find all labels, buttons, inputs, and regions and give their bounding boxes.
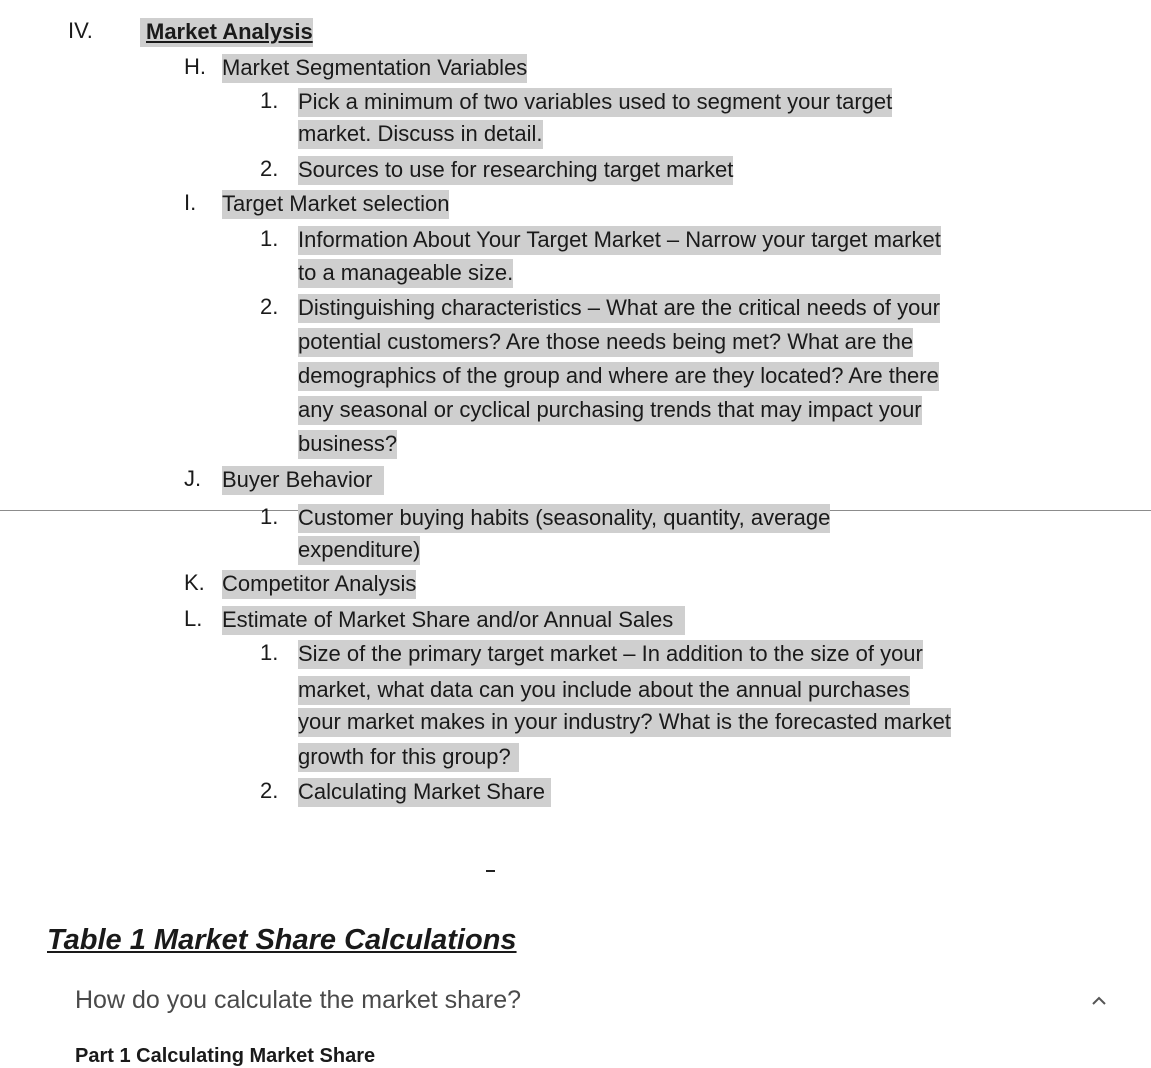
- section-letter: J.: [184, 466, 202, 491]
- section-title: Target Market selection: [222, 190, 449, 219]
- section-letter: K.: [184, 570, 205, 595]
- item-text-line: market, what data can you include about the annual purchases: [298, 676, 910, 705]
- item-text-line: Customer buying habits (seasonality, quantity, average: [298, 504, 830, 533]
- item-text-line: Size of the primary target market – In addition to the size of your: [298, 640, 923, 669]
- section-heading: Market Analysis: [140, 18, 313, 47]
- chevron-up-icon[interactable]: [1088, 990, 1110, 1012]
- table-title: Table 1 Market Share Calculations: [47, 924, 517, 956]
- stray-dash-mark: [486, 870, 495, 872]
- item-text-line: Pick a minimum of two variables used to segment your target: [298, 88, 892, 117]
- section-letter: I.: [184, 190, 197, 215]
- item-text-line: any seasonal or cyclical purchasing trends that may impact your: [298, 396, 922, 425]
- item-number: 1.: [260, 504, 279, 529]
- roman-numeral: IV.: [68, 18, 93, 43]
- item-text-line: Information About Your Target Market – Narrow your target market: [298, 226, 941, 255]
- item-text-line: growth for this group?: [298, 743, 519, 772]
- item-text-line: demographics of the group and where are they located? Are there: [298, 362, 939, 391]
- item-text-line: market. Discuss in detail.: [298, 120, 543, 149]
- item-text-line: your market makes in your industry? What is the forecasted market: [298, 708, 951, 737]
- part-title: Part 1 Calculating Market Share: [75, 1045, 376, 1067]
- section-title: Estimate of Market Share and/or Annual Sales: [222, 606, 685, 635]
- section-title: Market Segmentation Variables: [222, 54, 527, 83]
- item-text-line: potential customers? Are those needs being met? What are the: [298, 328, 913, 357]
- item-number: 1.: [260, 226, 279, 251]
- section-title: Competitor Analysis: [222, 570, 416, 599]
- item-text-line: Sources to use for researching target market: [298, 156, 733, 185]
- section-title: Buyer Behavior: [222, 466, 384, 495]
- section-letter: L.: [184, 606, 203, 631]
- faq-accordion-header[interactable]: [0, 980, 1151, 1024]
- item-text-line: business?: [298, 430, 397, 459]
- section-letter: H.: [184, 54, 206, 79]
- item-text-line: to a manageable size.: [298, 259, 513, 288]
- item-number: 2.: [260, 778, 279, 803]
- item-text-line: expenditure): [298, 536, 420, 565]
- item-number: 2.: [260, 294, 279, 319]
- item-text-line: Calculating Market Share: [298, 778, 551, 807]
- item-number: 2.: [260, 156, 279, 181]
- item-number: 1.: [260, 640, 279, 665]
- item-text-line: Distinguishing characteristics – What are the critical needs of your: [298, 294, 940, 323]
- item-number: 1.: [260, 88, 279, 113]
- faq-question: How do you calculate the market share?: [75, 986, 522, 1014]
